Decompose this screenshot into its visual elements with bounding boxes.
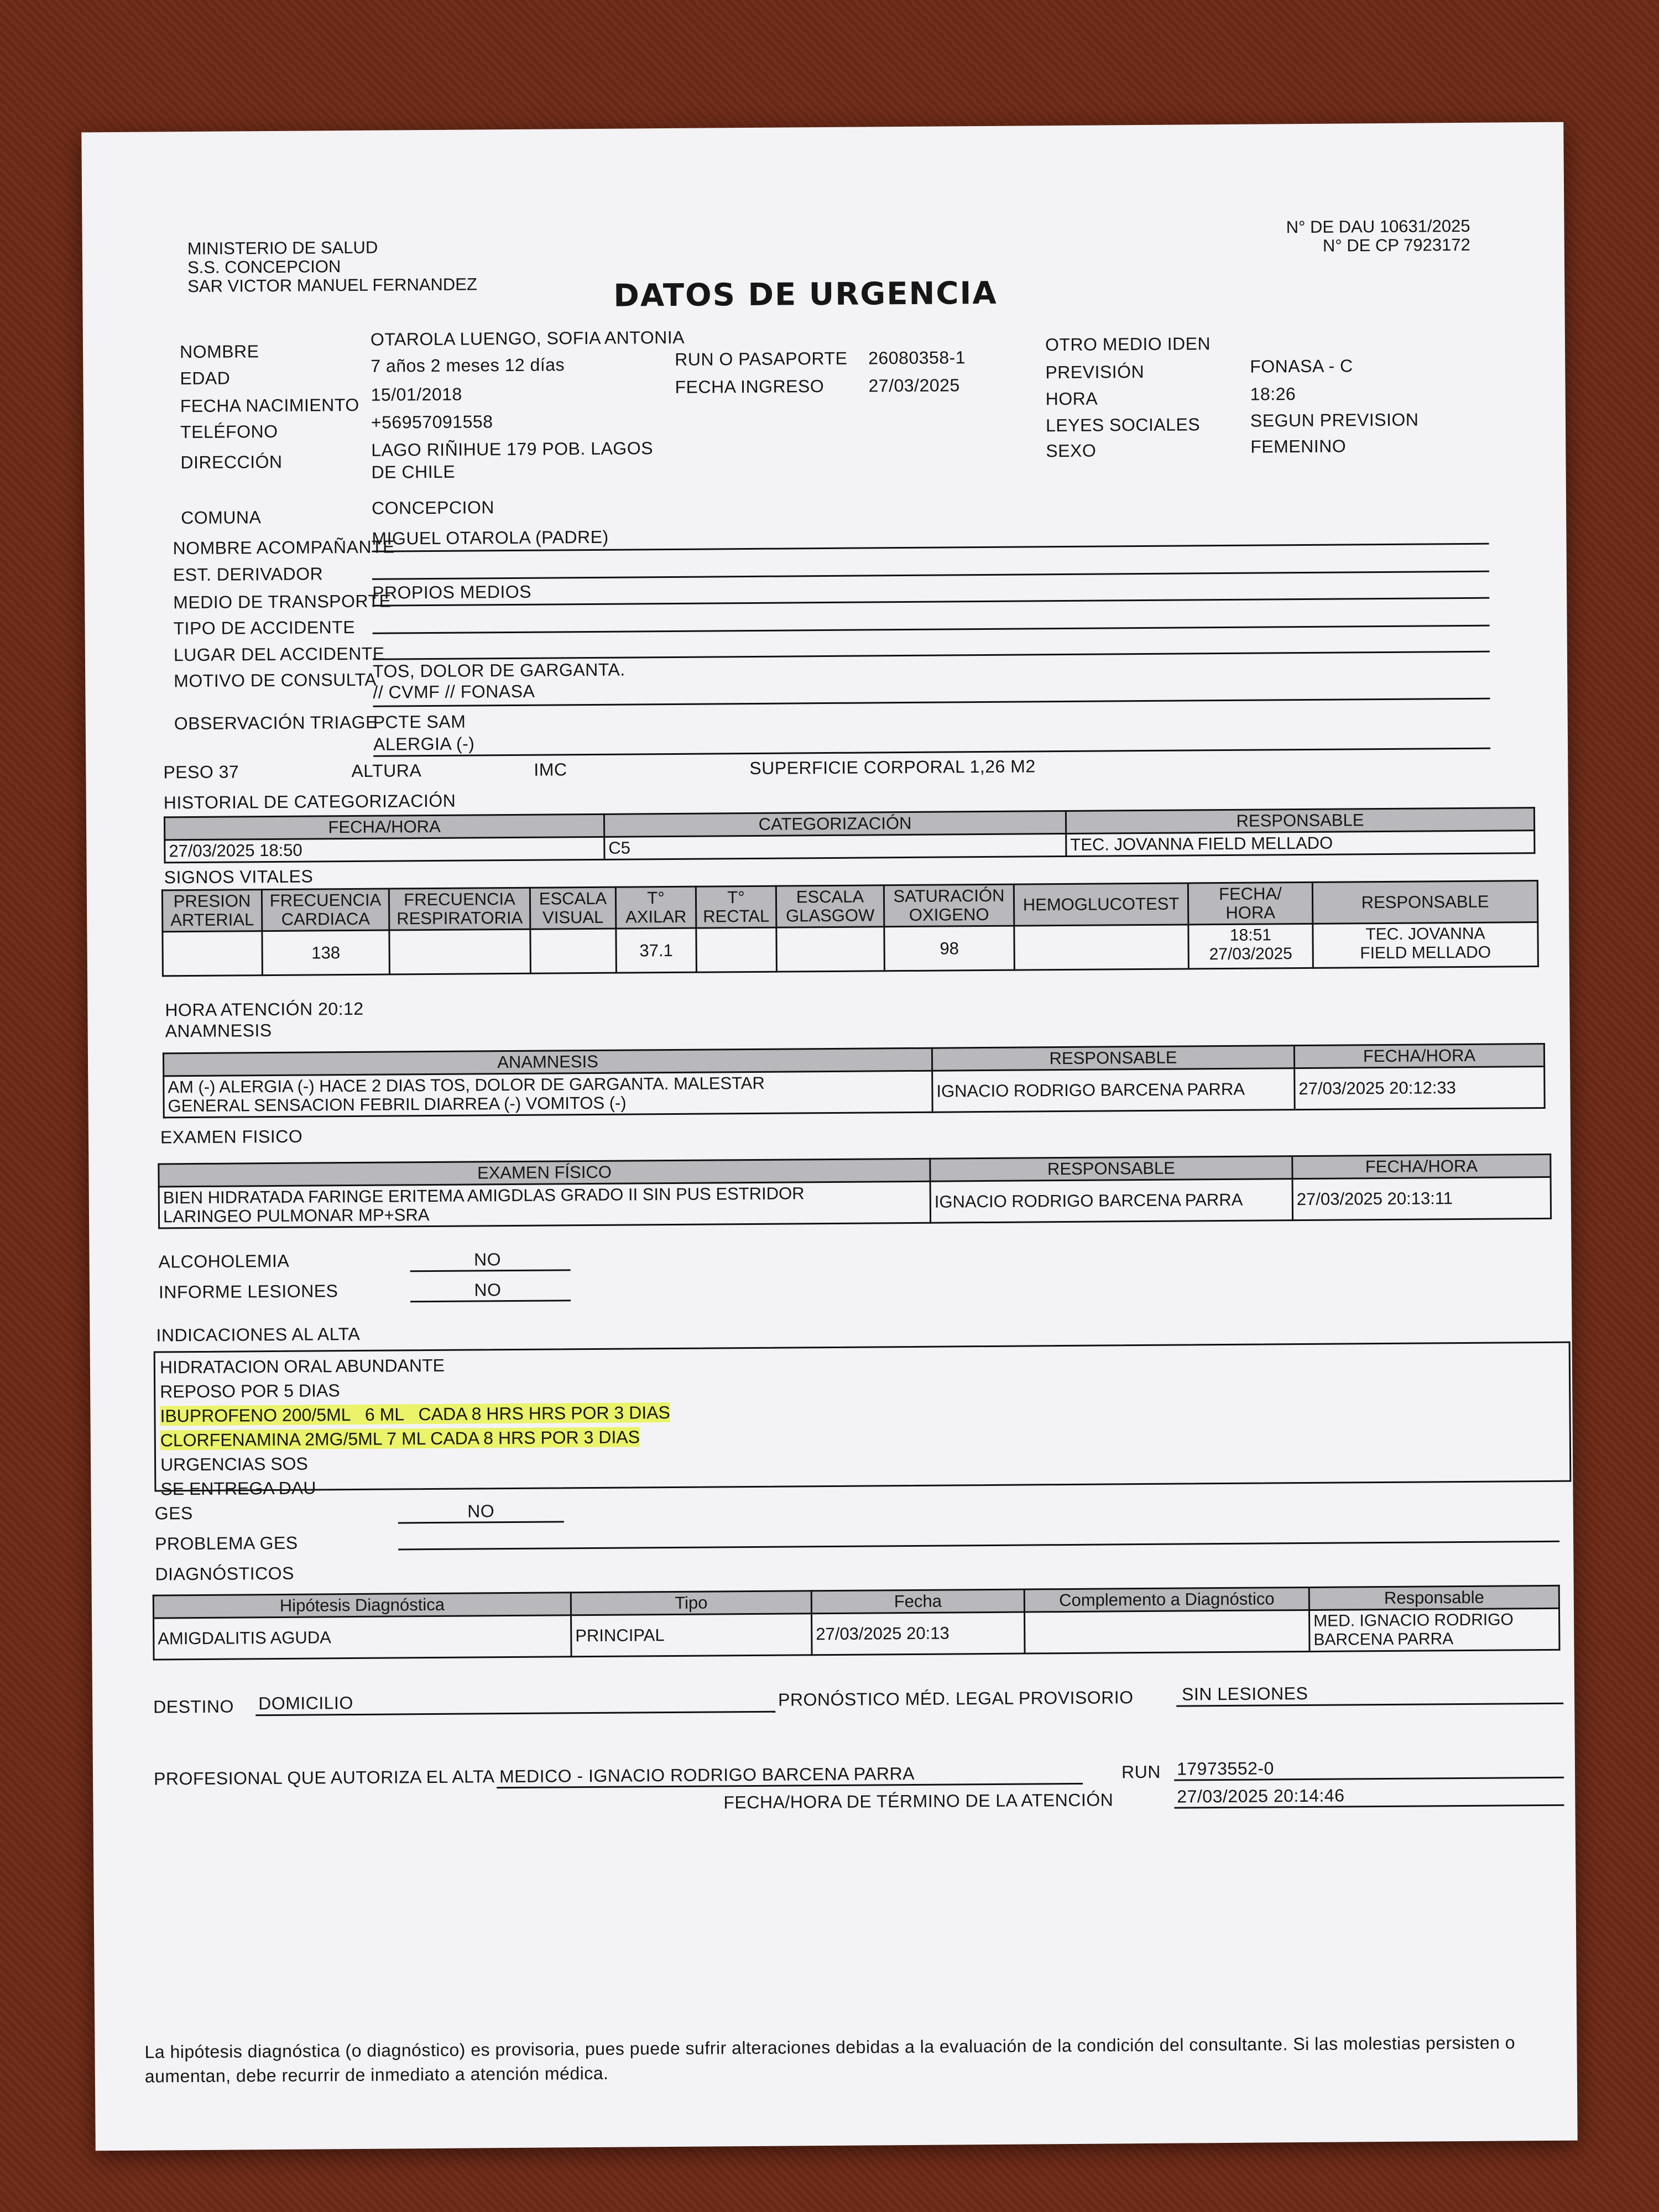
- value-run-profesional: 17973552-0: [1176, 1758, 1274, 1779]
- value-motivo-2: // CVMF // FONASA: [373, 681, 535, 702]
- cell: 37.1: [616, 928, 697, 973]
- section-signos: SIGNOS VITALES: [164, 866, 314, 888]
- label-direccion: DIRECCIÓN: [180, 451, 283, 473]
- col-header: Tipo: [571, 1591, 811, 1615]
- table-row: [163, 922, 1538, 976]
- value-ges: NO: [467, 1501, 495, 1521]
- col-header: Fecha: [811, 1589, 1024, 1614]
- examen-table: [158, 1154, 1552, 1229]
- col-header: FECHA/ HORA: [1188, 882, 1313, 925]
- label-triage: OBSERVACIÓN TRIAGE: [174, 712, 378, 734]
- value-run: 26080358-1: [868, 347, 966, 368]
- org-line: S.S. CONCEPCION: [187, 257, 341, 278]
- label-prevision: PREVISIÓN: [1045, 361, 1145, 383]
- hora-atencion: HORA ATENCIÓN 20:12: [165, 998, 364, 1020]
- col-header: RESPONSABLE: [932, 1046, 1294, 1071]
- col-header: ESCALA GLASGOW: [776, 885, 884, 927]
- cell: PRINCIPAL: [571, 1614, 812, 1657]
- value-comuna: CONCEPCION: [371, 497, 495, 518]
- underline: [410, 1269, 571, 1272]
- cell: 27/03/2025 18:50: [165, 837, 604, 863]
- dau-block: [1271, 217, 1470, 256]
- label-lesiones: INFORME LESIONES: [158, 1281, 338, 1302]
- label-tipo-accidente: TIPO DE ACCIDENTE: [173, 617, 356, 639]
- underline: [373, 748, 1490, 757]
- cell: 18:51 27/03/2025: [1188, 924, 1313, 969]
- value-direccion: LAGO RIÑIHUE 179 POB. LAGOS: [371, 438, 654, 460]
- cell: TEC. JOVANNA FIELD MELLADO: [1313, 922, 1538, 968]
- label-profesional: PROFESIONAL QUE AUTORIZA EL ALTA: [153, 1766, 495, 1789]
- imc: IMC: [534, 759, 567, 780]
- value-triage-2: ALERGIA (-): [373, 733, 475, 754]
- cell: [163, 931, 263, 976]
- col-header: FECHA/HORA: [1292, 1154, 1551, 1178]
- underline: [372, 597, 1489, 607]
- cell: [530, 928, 617, 973]
- label-hora: HORA: [1045, 388, 1098, 409]
- value-hora: 18:26: [1250, 384, 1296, 404]
- org-line: SAR VICTOR MANUEL FERNANDEZ: [187, 274, 477, 296]
- cell: C5: [604, 834, 1066, 860]
- value-lesiones: NO: [474, 1280, 502, 1300]
- table-row: [164, 1066, 1545, 1117]
- label-motivo: MOTIVO DE CONSULTA: [174, 669, 377, 691]
- col-header: T° RECTAL: [696, 886, 776, 928]
- cell: [389, 929, 531, 974]
- cell: BIEN HIDRATADA FARINGE ERITEMA AMIGDLAS GRADO II SIN PUS ESTRIDOR LARINGEO PULMONAR MP+SRA: [159, 1181, 930, 1228]
- cell: [776, 927, 885, 972]
- cell: [1014, 925, 1189, 970]
- cell: MED. IGNACIO RODRIGO BARCENA PARRA: [1310, 1608, 1560, 1651]
- col-header: ANAMNESIS: [163, 1048, 932, 1076]
- value-edad: 7 años 2 meses 12 días: [371, 354, 565, 376]
- cell: [1025, 1610, 1310, 1653]
- section-categorizacion: HISTORIAL DE CATEGORIZACIÓN: [163, 790, 456, 813]
- urgency-sheet: [81, 122, 1577, 2151]
- col-header: EXAMEN FÍSICO: [159, 1159, 930, 1187]
- indicacion-line: SE ENTREGA DAU: [160, 1478, 316, 1499]
- label-fecha-ingreso: FECHA INGRESO: [675, 376, 825, 397]
- value-pronostico: SIN LESIONES: [1181, 1683, 1308, 1704]
- cell: 27/03/2025 20:13: [812, 1612, 1025, 1655]
- cell: [696, 927, 777, 972]
- indicacion-line: URGENCIAS SOS: [160, 1453, 308, 1475]
- value-acompanante: MIGUEL OTAROLA (PADRE): [372, 526, 609, 549]
- label-fecha-nac: FECHA NACIMIENTO: [180, 394, 359, 416]
- label-leyes: LEYES SOCIALES: [1045, 414, 1201, 436]
- dau-number: N° DE DAU 10631/2025: [1286, 216, 1470, 237]
- indicacion-line-highlighted: CLORFENAMINA 2MG/5ML 7 ML CADA 8 HRS POR 3 DIAS: [160, 1427, 640, 1451]
- label-telefono: TELÉFONO: [180, 421, 278, 442]
- cell: TEC. JOVANNA FIELD MELLADO: [1066, 831, 1535, 857]
- underline: [373, 625, 1490, 634]
- org-line: MINISTERIO DE SALUD: [187, 237, 378, 259]
- indicacion-line: REPOSO POR 5 DIAS: [160, 1380, 340, 1402]
- value-fecha-ingreso: 27/03/2025: [868, 375, 960, 396]
- value-profesional: MEDICO - IGNACIO RODRIGO BARCENA PARRA: [499, 1763, 915, 1787]
- col-header: SATURACIÓN OXIGENO: [884, 884, 1014, 927]
- col-header: ESCALA VISUAL: [530, 887, 616, 929]
- col-header: RESPONSABLE: [1312, 881, 1538, 924]
- value-telefono: +56957091558: [371, 411, 493, 432]
- label-destino: DESTINO: [153, 1696, 234, 1717]
- cell: AMIGDALITIS AGUDA: [154, 1615, 572, 1660]
- cell: 98: [884, 926, 1015, 971]
- underline: [373, 698, 1490, 707]
- underline: [398, 1541, 1559, 1551]
- value-fecha-nac: 15/01/2018: [371, 384, 462, 405]
- indicacion-line-highlighted: IBUPROFENO 200/5ML 6 ML CADA 8 HRS HRS POR 3 DIAS: [160, 1402, 670, 1426]
- footer-disclaimer: La hipótesis diagnóstica (o diagnóstico) es provisoria, pues puede sufrir alteraciones debidas a la evaluación de la condición del consultante. Si las molestias persisten o aumentan, debe recurrir de inmediato a atención médica.: [144, 2032, 1516, 2086]
- col-header: FECHA/HORA: [164, 814, 604, 840]
- value-termino: 27/03/2025 20:14:46: [1177, 1785, 1345, 1807]
- value-direccion-2: DE CHILE: [371, 461, 456, 482]
- col-header: RESPONSABLE: [1066, 808, 1534, 834]
- section-examen: EXAMEN FISICO: [160, 1126, 303, 1147]
- col-header: Complemento a Diagnóstico: [1024, 1587, 1309, 1612]
- label-alcoholemia: ALCOHOLEMIA: [158, 1250, 290, 1272]
- label-sexo: SEXO: [1046, 440, 1097, 461]
- label-est-derivador: EST. DERIVADOR: [173, 564, 324, 585]
- peso: PESO 37: [163, 761, 239, 782]
- col-header: FRECUENCIA RESPIRATORIA: [389, 888, 530, 930]
- altura: ALTURA: [351, 760, 422, 781]
- indicaciones-box: [154, 1342, 1572, 1499]
- label-otro-medio: OTRO MEDIO IDEN: [1045, 333, 1211, 355]
- label-problema-ges: PROBLEMA GES: [154, 1532, 298, 1554]
- col-header: PRESION ARTERIAL: [162, 890, 262, 932]
- cell: 27/03/2025 20:12:33: [1295, 1066, 1545, 1109]
- section-diagnosticos: DIAGNÓSTICOS: [155, 1563, 294, 1584]
- label-nombre: NOMBRE: [179, 341, 259, 362]
- indicacion-line: HIDRATACION ORAL ABUNDANTE: [159, 1355, 445, 1378]
- value-transporte: PROPIOS MEDIOS: [372, 581, 532, 603]
- label-comuna: COMUNA: [181, 507, 262, 528]
- value-leyes: SEGUN PREVISION: [1250, 409, 1419, 431]
- cell: 138: [262, 930, 390, 975]
- col-header: T° AXILAR: [615, 886, 696, 928]
- col-header: CATEGORIZACIÓN: [604, 811, 1066, 837]
- value-nombre: OTAROLA LUENGO, SOFIA ANTONIA: [370, 327, 685, 349]
- label-run-profesional: RUN: [1121, 1761, 1161, 1782]
- underline: [372, 571, 1489, 580]
- col-header: FECHA/HORA: [1294, 1044, 1544, 1068]
- cell: AM (-) ALERGIA (-) HACE 2 DIAS TOS, DOLOR DE GARGANTA. MALESTAR GENERAL SENSACION FEBRIL DIARREA (-) VOMITOS (-): [164, 1071, 932, 1118]
- value-sexo: FEMENINO: [1250, 436, 1347, 457]
- categorizacion-table: [164, 807, 1536, 863]
- label-edad: EDAD: [180, 368, 231, 389]
- label-run: RUN O PASAPORTE: [675, 348, 848, 369]
- value-prevision: FONASA - C: [1250, 356, 1353, 377]
- section-anamnesis: ANAMNESIS: [165, 1020, 272, 1041]
- col-header: HEMOGLUCOTEST: [1014, 883, 1188, 926]
- anamnesis-table: [163, 1043, 1546, 1118]
- underline: [373, 651, 1490, 660]
- diagnosticos-table: [153, 1585, 1561, 1661]
- cell: IGNACIO RODRIGO BARCENA PARRA: [932, 1068, 1295, 1113]
- label-lugar-accidente: LUGAR DEL ACCIDENTE: [173, 643, 385, 665]
- value-motivo: TOS, DOLOR DE GARGANTA.: [372, 659, 625, 681]
- label-acompanante: NOMBRE ACOMPAÑANTE: [173, 536, 395, 559]
- label-termino: FECHA/HORA DE TÉRMINO DE LA ATENCIÓN: [723, 1790, 1114, 1813]
- label-ges: GES: [154, 1503, 193, 1524]
- underline: [410, 1300, 571, 1302]
- label-transporte: MEDIO DE TRANSPORTE: [173, 591, 392, 613]
- col-header: Responsable: [1309, 1585, 1559, 1610]
- cp-number: N° DE CP 7923172: [1322, 234, 1470, 255]
- cell: 27/03/2025 20:13:11: [1292, 1177, 1551, 1220]
- value-alcoholemia: NO: [473, 1249, 502, 1270]
- page-title: DATOS DE URGENCIA: [613, 275, 998, 314]
- section-indicaciones: INDICACIONES AL ALTA: [156, 1323, 361, 1345]
- org-block: [187, 237, 477, 296]
- superficie-corporal: SUPERFICIE CORPORAL 1,26 M2: [749, 756, 1036, 778]
- col-header: FRECUENCIA CARDIACA: [262, 889, 389, 931]
- cell: IGNACIO RODRIGO BARCENA PARRA: [930, 1179, 1293, 1223]
- col-header: RESPONSABLE: [930, 1156, 1292, 1182]
- signos-table: [161, 880, 1539, 977]
- value-triage: PCTE SAM: [373, 711, 466, 732]
- value-destino: DOMICILIO: [258, 1693, 353, 1714]
- col-header: Hipótesis Diagnóstica: [153, 1593, 571, 1618]
- label-pronostico: PRONÓSTICO MÉD. LEGAL PROVISORIO: [778, 1687, 1134, 1710]
